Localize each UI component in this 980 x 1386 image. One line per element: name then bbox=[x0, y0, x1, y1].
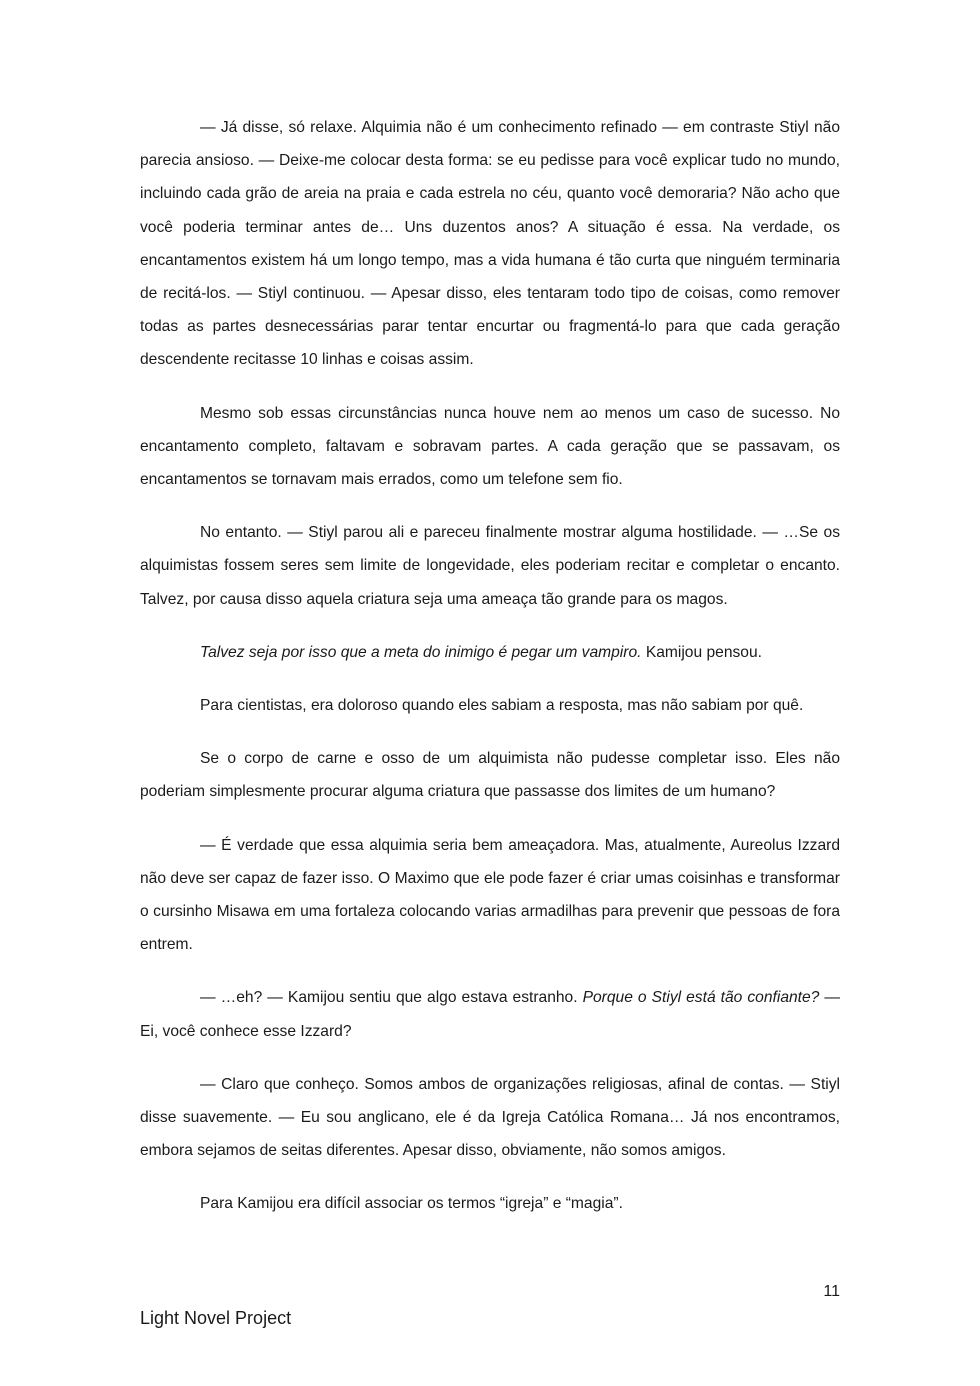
paragraph-5-text: Para cientistas, era doloroso quando eles sabiam a resposta, mas não sabiam por quê. bbox=[200, 697, 804, 715]
paragraph-9 bbox=[140, 1068, 840, 1168]
paragraph-6 bbox=[140, 742, 840, 808]
paragraph-4-italic: Talvez seja por isso que a meta do inimigo é pegar um vampiro. bbox=[200, 643, 642, 661]
paragraph-3 bbox=[140, 516, 840, 616]
paragraph-9-text: — Claro que conheço. Somos ambos de organizações religiosas, afinal de contas. — Stiyl disse suavemente. — Eu sou anglicano, ele é da Igreja Católica Romana… Já nos encontramos, embora sejamos de seitas diferentes. Apesar disso, obviamente, não somos amigos. bbox=[140, 1075, 840, 1160]
paragraph-4-text: Kamijou pensou. bbox=[641, 643, 762, 661]
paragraph-1 bbox=[140, 111, 840, 377]
paragraph-8-italic: Porque o Stiyl está tão confiante? bbox=[582, 989, 820, 1007]
paragraph-5 bbox=[140, 689, 840, 722]
page-body bbox=[140, 111, 840, 1221]
paragraph-6-text: Se o corpo de carne e osso de um alquimista não pudesse completar isso. Eles não poderiam simplesmente procurar alguma criatura que passasse dos limites de um humano? bbox=[140, 750, 840, 801]
paragraph-8-text-after: — Ei, você conhece esse Izzard? bbox=[140, 989, 840, 1040]
paragraph-2-text: Mesmo sob essas circunstâncias nunca houve nem ao menos um caso de sucesso. No encantamento completo, faltavam e sobravam partes. A cada geração que se passavam, os encantamentos se tornavam mais errados, como um telefone sem fio. bbox=[140, 404, 840, 489]
paragraph-4 bbox=[140, 636, 840, 669]
paragraph-7-text: — É verdade que essa alquimia seria bem ameaçadora. Mas, atualmente, Aureolus Izzard não deve ser capaz de fazer isso. O Maximo que ele pode fazer é criar umas coisinhas e transformar o cursinho Misawa em uma fortaleza colocando varias armadilhas para prevenir que pessoas de fora entrem. bbox=[140, 836, 840, 954]
page-number: 11 bbox=[823, 1283, 840, 1300]
paragraph-7 bbox=[140, 829, 840, 962]
paragraph-3-text: No entanto. — Stiyl parou ali e pareceu finalmente mostrar alguma hostilidade. — …Se os alquimistas fossem seres sem limite de longevidade, eles poderiam recitar e completar o encanto. Talvez, por causa disso aquela criatura seja uma ameaça tão grande para os magos. bbox=[140, 524, 840, 608]
paragraph-8-text: — …eh? — Kamijou sentiu que algo estava estranho. bbox=[200, 989, 583, 1007]
paragraph-2 bbox=[140, 397, 840, 497]
paragraph-10-text: Para Kamijou era difícil associar os termos “igreja” e “magia”. bbox=[200, 1195, 623, 1213]
footer-label: Light Novel Project bbox=[140, 1308, 292, 1328]
paragraph-8 bbox=[140, 981, 840, 1047]
paragraph-1-text: — Já disse, só relaxe. Alquimia não é um conhecimento refinado — em contraste Stiyl não parecia ansioso. — Deixe-me colocar desta forma: se eu pedisse para você explicar tudo no mundo, incluindo cada grão de areia na praia e cada estrela no céu, quanto você demoraria? Não acho que você poderia terminar antes de… Uns duzentos anos? A situação é essa. Na verdade, os encantamentos existem há um longo tempo, mas a vida humana é tão curta que ninguém terminaria de recitá-los. — Stiyl continuou. — Apesar disso, eles tentaram todo tipo de coisas, como remover todas as partes desnecessárias parar tentar encurtar ou fragmentá-lo para que cada geração descendente recitasse 10 linhas e coisas assim. bbox=[140, 119, 840, 369]
paragraph-10 bbox=[140, 1187, 840, 1220]
